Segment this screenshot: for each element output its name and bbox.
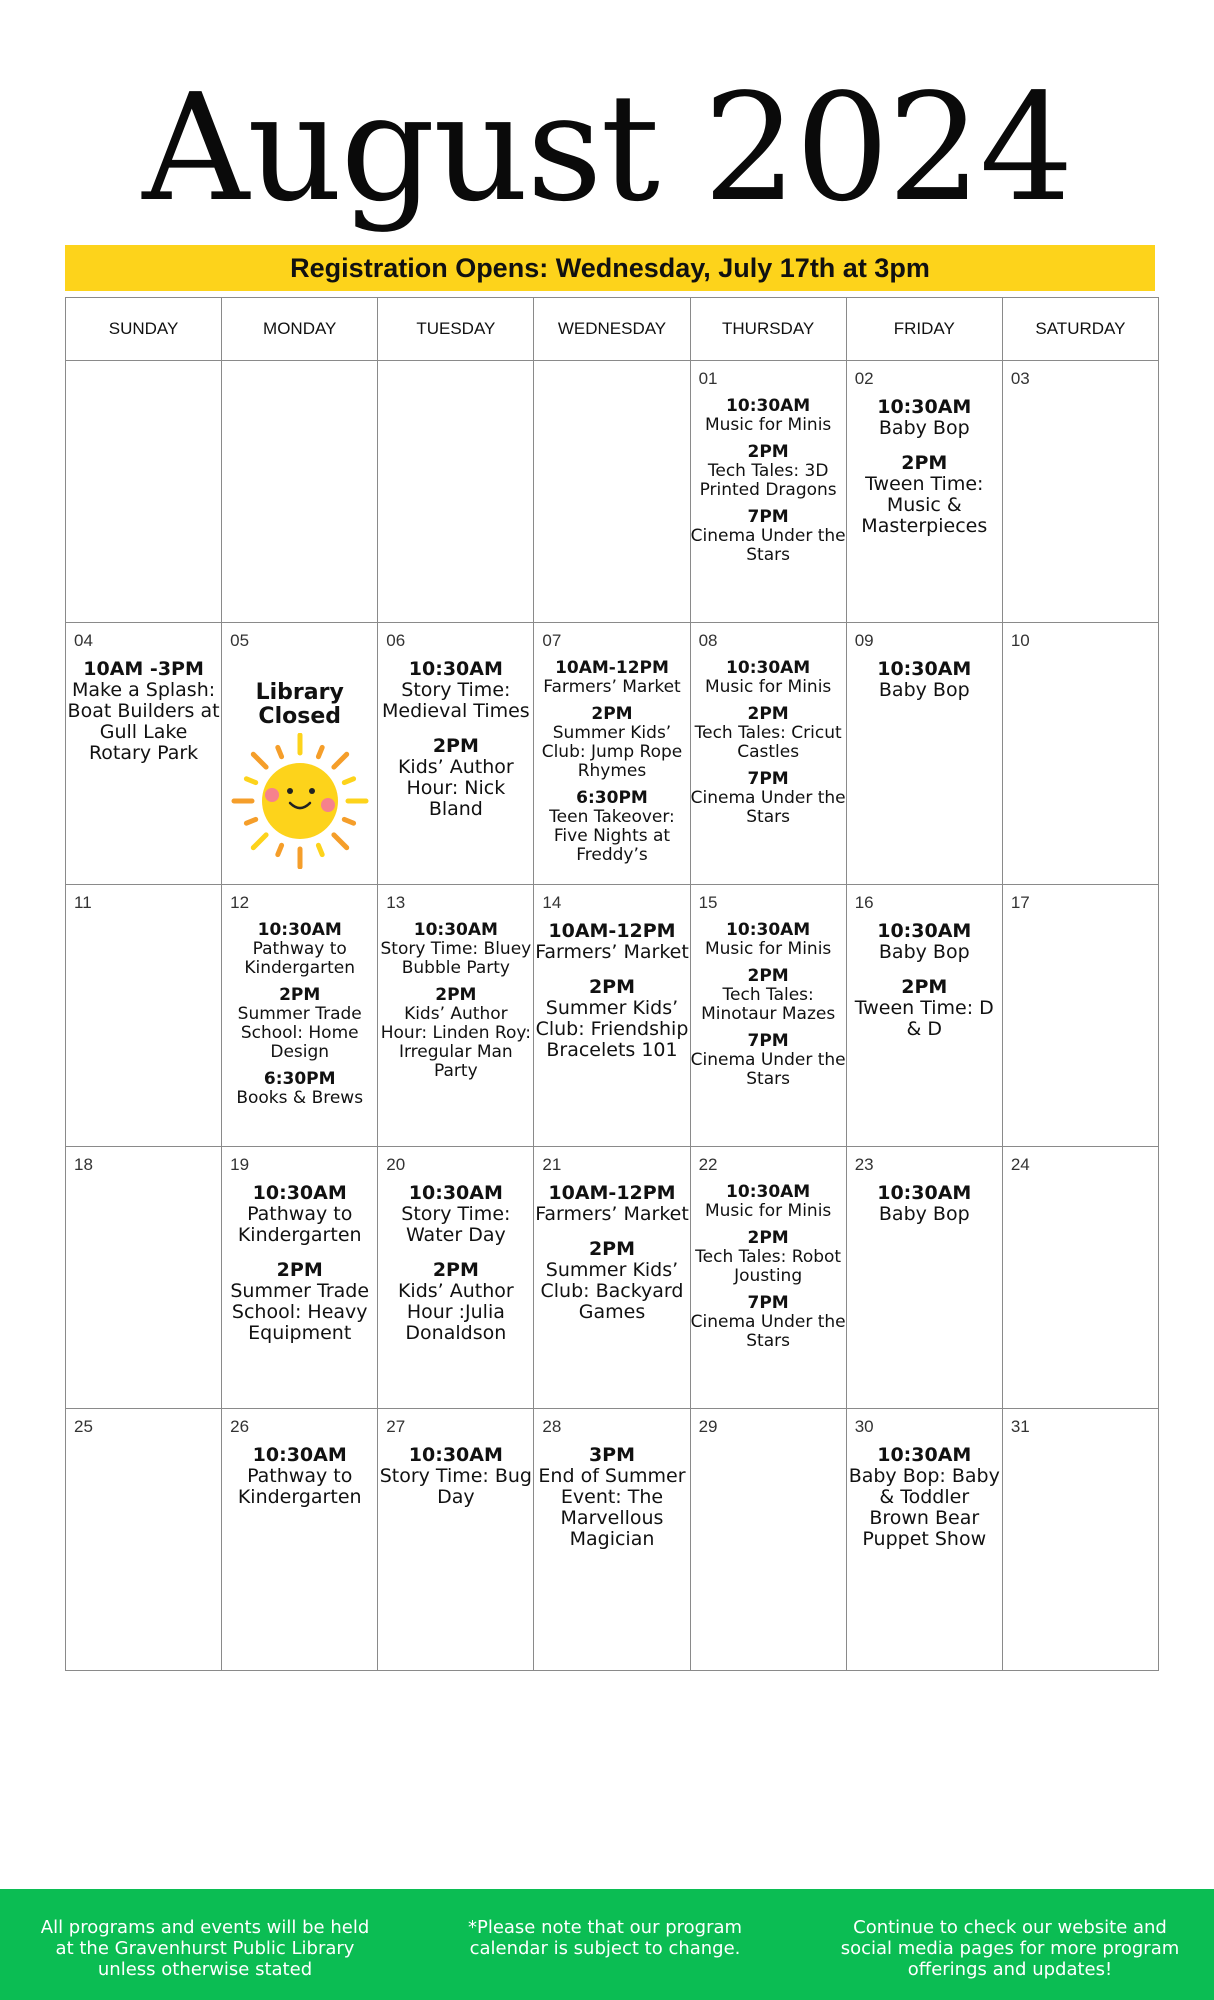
event-time: 10:30AM <box>877 1444 972 1466</box>
library-closed-label: Library Closed <box>255 680 344 729</box>
event-time: 10:30AM <box>726 1182 811 1202</box>
day-number: 06 <box>386 631 406 650</box>
event-title: Summer Trade School: Home Design <box>237 1004 362 1062</box>
calendar-day-cell <box>1002 885 1158 1147</box>
event-title: Baby Bop <box>878 941 970 963</box>
event-time: 2PM <box>588 976 636 998</box>
event-title: Baby Bop <box>878 1203 970 1225</box>
event-title: Books & Brews <box>236 1088 364 1108</box>
calendar-grid <box>65 297 1159 1671</box>
event-item <box>534 977 689 1061</box>
day-number: 04 <box>74 631 93 650</box>
event-list <box>378 1445 533 1522</box>
event-time: 2PM <box>747 442 789 462</box>
calendar-day-cell <box>1002 623 1158 885</box>
event-item <box>847 1445 1002 1550</box>
event-time: 2PM <box>432 735 479 757</box>
event-title: Farmers’ Market <box>543 677 681 697</box>
event-item <box>847 659 1002 701</box>
calendar-day-cell <box>222 361 378 623</box>
calendar-day-cell <box>66 1409 222 1671</box>
event-item <box>534 1239 689 1323</box>
calendar-day-cell <box>690 1147 846 1409</box>
day-number: 24 <box>1010 1155 1030 1174</box>
event-list <box>222 1183 377 1358</box>
day-number: 19 <box>230 1155 250 1174</box>
event-list <box>378 921 533 1089</box>
calendar-week-row <box>66 623 1159 885</box>
event-item <box>691 1032 846 1089</box>
event-item <box>378 1445 533 1508</box>
event-list <box>847 1183 1002 1239</box>
event-time: 10:30AM <box>877 1182 972 1204</box>
event-item <box>534 1183 689 1225</box>
calendar-day-cell <box>222 885 378 1147</box>
calendar-day-cell <box>846 1147 1002 1409</box>
event-list <box>534 921 689 1075</box>
event-item <box>691 921 846 959</box>
event-time: 10AM-12PM <box>548 920 676 942</box>
event-item <box>847 453 1002 537</box>
page-title: August 2024 <box>142 62 1072 234</box>
day-number: 26 <box>230 1417 250 1436</box>
event-list <box>378 1183 533 1358</box>
calendar-week-row <box>66 1409 1159 1671</box>
event-time: 2PM <box>901 452 948 474</box>
event-title: Farmers’ Market <box>535 1203 689 1225</box>
event-item <box>691 967 846 1024</box>
day-number: 05 <box>230 631 250 650</box>
event-item <box>222 1260 377 1344</box>
event-list <box>847 921 1002 1054</box>
event-item <box>691 443 846 500</box>
event-title: Music for Minis <box>704 415 832 435</box>
event-item <box>534 1445 689 1550</box>
event-list <box>222 921 377 1116</box>
day-number: 23 <box>854 1155 874 1174</box>
event-item <box>691 770 846 827</box>
footer <box>0 1889 1214 2000</box>
calendar-day-cell <box>66 885 222 1147</box>
day-number: 12 <box>230 893 250 912</box>
calendar-day-cell <box>222 623 378 885</box>
day-number: 15 <box>698 893 718 912</box>
event-time: 7PM <box>747 1031 789 1051</box>
event-time: 2PM <box>747 1228 789 1248</box>
event-time: 2PM <box>276 1259 323 1281</box>
event-time: 7PM <box>747 507 789 527</box>
event-item <box>378 659 533 722</box>
event-title: Story Time: Bug Day <box>379 1465 532 1508</box>
day-number: 21 <box>542 1155 562 1174</box>
event-time: 3PM <box>588 1444 636 1466</box>
calendar-day-cell <box>690 623 846 885</box>
event-time: 10:30AM <box>408 658 503 680</box>
event-time: 10:30AM <box>726 920 811 940</box>
weekday-header-row <box>66 298 1159 361</box>
day-number: 28 <box>542 1417 562 1436</box>
event-title: Music for Minis <box>704 677 832 697</box>
event-time: 2PM <box>435 985 477 1005</box>
event-list <box>847 397 1002 551</box>
weekday-header: TUESDAY <box>378 298 534 361</box>
event-time: 10:30AM <box>408 1182 503 1204</box>
event-title: Baby Bop: Baby & Toddler Brown Bear Puppet Show <box>848 1465 1000 1550</box>
event-title: Tech Tales: Cricut Castles <box>694 723 842 762</box>
event-title: Story Time: Medieval Times <box>381 679 530 722</box>
calendar-day-cell <box>1002 1409 1158 1671</box>
event-item <box>534 789 689 865</box>
event-title: Pathway to Kindergarten <box>244 939 356 978</box>
calendar-day-cell <box>846 623 1002 885</box>
calendar-day-cell <box>690 885 846 1147</box>
footer-website-note: Continue to check our website and social media pages for more program offerings and updates! <box>840 1917 1180 1980</box>
calendar-day-cell <box>534 623 690 885</box>
event-item <box>691 1229 846 1286</box>
day-number: 16 <box>854 893 874 912</box>
event-list <box>847 1445 1002 1564</box>
event-title: Summer Trade School: Heavy Equipment <box>230 1280 370 1344</box>
calendar-day-cell <box>534 1409 690 1671</box>
day-number: 20 <box>386 1155 406 1174</box>
weekday-header: WEDNESDAY <box>534 298 690 361</box>
event-time: 10:30AM <box>877 920 972 942</box>
event-title: Story Time: Water Day <box>401 1203 511 1246</box>
calendar-day-cell <box>222 1147 378 1409</box>
event-list <box>847 659 1002 715</box>
event-time: 2PM <box>901 976 948 998</box>
event-list <box>691 1183 846 1359</box>
day-number: 29 <box>698 1417 718 1436</box>
event-title: Teen Takeover: Five Nights at Freddy’s <box>549 807 675 865</box>
day-number: 03 <box>1010 369 1030 388</box>
event-item <box>847 1183 1002 1225</box>
day-number: 01 <box>698 369 718 388</box>
event-item <box>691 705 846 762</box>
event-list <box>534 659 689 873</box>
event-item <box>222 1183 377 1246</box>
event-title: Story Time: Bluey Bubble Party <box>380 939 532 978</box>
event-item <box>534 659 689 697</box>
weekday-header: SUNDAY <box>66 298 222 361</box>
event-time: 10AM -3PM <box>83 658 204 680</box>
calendar-day-cell <box>690 361 846 623</box>
day-number: 09 <box>854 631 874 650</box>
event-item <box>222 921 377 978</box>
event-item <box>378 1260 533 1344</box>
event-time: 2PM <box>588 1238 636 1260</box>
event-item <box>691 508 846 565</box>
calendar-day-cell <box>534 885 690 1147</box>
event-list <box>691 397 846 573</box>
event-time: 2PM <box>747 966 789 986</box>
event-title: Make a Splash: Boat Builders at Gull Lake Rotary Park <box>67 679 220 764</box>
event-item <box>847 977 1002 1040</box>
footer-change-note: *Please note that our program calendar is subject to change. <box>467 1917 743 1959</box>
weekday-header: FRIDAY <box>846 298 1002 361</box>
day-number: 25 <box>74 1417 93 1436</box>
calendar-day-cell <box>66 361 222 623</box>
event-title: Tech Tales: Minotaur Mazes <box>701 985 836 1024</box>
calendar-day-cell <box>378 1409 534 1671</box>
day-number: 18 <box>74 1155 93 1174</box>
event-list <box>378 659 533 834</box>
event-title: Tech Tales: Robot Jousting <box>695 1247 842 1286</box>
event-time: 2PM <box>591 704 633 724</box>
event-item <box>222 986 377 1062</box>
calendar-day-cell <box>378 623 534 885</box>
event-title: Music for Minis <box>704 939 832 959</box>
event-time: 10:30AM <box>877 658 972 680</box>
day-number: 30 <box>854 1417 874 1436</box>
event-title: Summer Kids’ Club: Jump Rope Rhymes <box>541 723 683 781</box>
event-title: Baby Bop <box>878 417 970 439</box>
event-item <box>378 1183 533 1246</box>
event-title: Baby Bop <box>878 679 970 701</box>
event-title: Kids’ Author Hour :Julia Donaldson <box>397 1280 514 1344</box>
event-item <box>847 397 1002 439</box>
event-item <box>691 1294 846 1351</box>
calendar-day-cell <box>846 885 1002 1147</box>
calendar-day-cell <box>378 361 534 623</box>
event-time: 10:30AM <box>413 920 498 940</box>
event-item <box>222 1070 377 1108</box>
event-item <box>222 1445 377 1508</box>
event-time: 10AM-12PM <box>548 1182 676 1204</box>
event-title: Cinema Under the Stars <box>690 526 846 565</box>
calendar-day-cell <box>534 1147 690 1409</box>
event-item <box>691 397 846 435</box>
event-list <box>691 659 846 835</box>
event-item <box>534 705 689 781</box>
event-time: 10:30AM <box>726 658 811 678</box>
event-list <box>222 1445 377 1522</box>
event-item <box>378 921 533 978</box>
event-list <box>691 921 846 1097</box>
day-number: 14 <box>542 893 562 912</box>
event-time: 10AM-12PM <box>555 658 669 678</box>
event-title: Tween Time: Music & Masterpieces <box>861 473 988 537</box>
event-title: Pathway to Kindergarten <box>237 1203 362 1246</box>
event-title: Tween Time: D & D <box>854 997 994 1040</box>
event-title: Summer Kids’ Club: Backyard Games <box>540 1259 684 1323</box>
calendar-week-row <box>66 1147 1159 1409</box>
day-number: 11 <box>74 893 92 912</box>
calendar-day-cell <box>378 1147 534 1409</box>
calendar-day-cell <box>534 361 690 623</box>
event-time: 10:30AM <box>877 396 972 418</box>
calendar-day-cell <box>1002 361 1158 623</box>
day-number: 02 <box>854 369 874 388</box>
event-time: 2PM <box>747 704 789 724</box>
event-title: Cinema Under the Stars <box>690 1312 846 1351</box>
day-number: 07 <box>542 631 562 650</box>
event-time: 10:30AM <box>257 920 342 940</box>
event-item <box>378 986 533 1081</box>
calendar-day-cell <box>846 361 1002 623</box>
event-item <box>534 921 689 963</box>
event-list <box>534 1183 689 1337</box>
calendar-day-cell <box>1002 1147 1158 1409</box>
weekday-header: MONDAY <box>222 298 378 361</box>
event-time: 6:30PM <box>263 1069 336 1089</box>
event-title: Pathway to Kindergarten <box>237 1465 362 1508</box>
calendar-day-cell <box>66 1147 222 1409</box>
event-item <box>66 659 221 764</box>
calendar-week-row <box>66 361 1159 623</box>
event-title: Kids’ Author Hour: Linden Roy: Irregular Man Party <box>380 1004 531 1081</box>
event-time: 7PM <box>747 1293 789 1313</box>
event-time: 10:30AM <box>252 1182 347 1204</box>
event-list <box>66 659 221 778</box>
calendar-day-cell <box>690 1409 846 1671</box>
event-title: Music for Minis <box>704 1201 832 1221</box>
event-time: 2PM <box>279 985 321 1005</box>
event-time: 10:30AM <box>408 1444 503 1466</box>
day-number: 31 <box>1010 1417 1030 1436</box>
calendar-day-cell <box>378 885 534 1147</box>
event-item <box>691 1183 846 1221</box>
event-title: Cinema Under the Stars <box>690 1050 846 1089</box>
event-title: Cinema Under the Stars <box>690 788 846 827</box>
registration-banner: Registration Opens: Wednesday, July 17th at 3pm <box>65 245 1155 291</box>
event-time: 10:30AM <box>726 396 811 416</box>
event-time: 7PM <box>747 769 789 789</box>
event-title: Tech Tales: 3D Printed Dragons <box>699 461 837 500</box>
event-list <box>534 1445 689 1564</box>
day-number: 10 <box>1010 631 1030 650</box>
event-item <box>847 921 1002 963</box>
calendar-day-cell <box>66 623 222 885</box>
smiling-sun-icon <box>230 733 370 873</box>
event-time: 2PM <box>432 1259 479 1281</box>
event-title: Farmers’ Market <box>535 941 689 963</box>
event-title: Summer Kids’ Club: Friendship Bracelets 101 <box>535 997 689 1061</box>
event-title: Kids’ Author Hour: Nick Bland <box>397 756 514 820</box>
day-number: 22 <box>698 1155 718 1174</box>
day-number: 13 <box>386 893 406 912</box>
day-number: 27 <box>386 1417 406 1436</box>
day-number: 08 <box>698 631 718 650</box>
event-time: 6:30PM <box>576 788 648 808</box>
footer-location-note: All programs and events will be held at the Gravenhurst Public Library unless otherwise stated <box>40 1917 370 1980</box>
event-time: 10:30AM <box>252 1444 347 1466</box>
day-number: 17 <box>1010 893 1030 912</box>
weekday-header: THURSDAY <box>690 298 846 361</box>
event-title: End of Summer Event: The Marvellous Magician <box>538 1465 686 1550</box>
event-item <box>691 659 846 697</box>
calendar-day-cell <box>222 1409 378 1671</box>
calendar-week-row <box>66 885 1159 1147</box>
event-item <box>378 736 533 820</box>
calendar-day-cell <box>846 1409 1002 1671</box>
weekday-header: SATURDAY <box>1002 298 1158 361</box>
